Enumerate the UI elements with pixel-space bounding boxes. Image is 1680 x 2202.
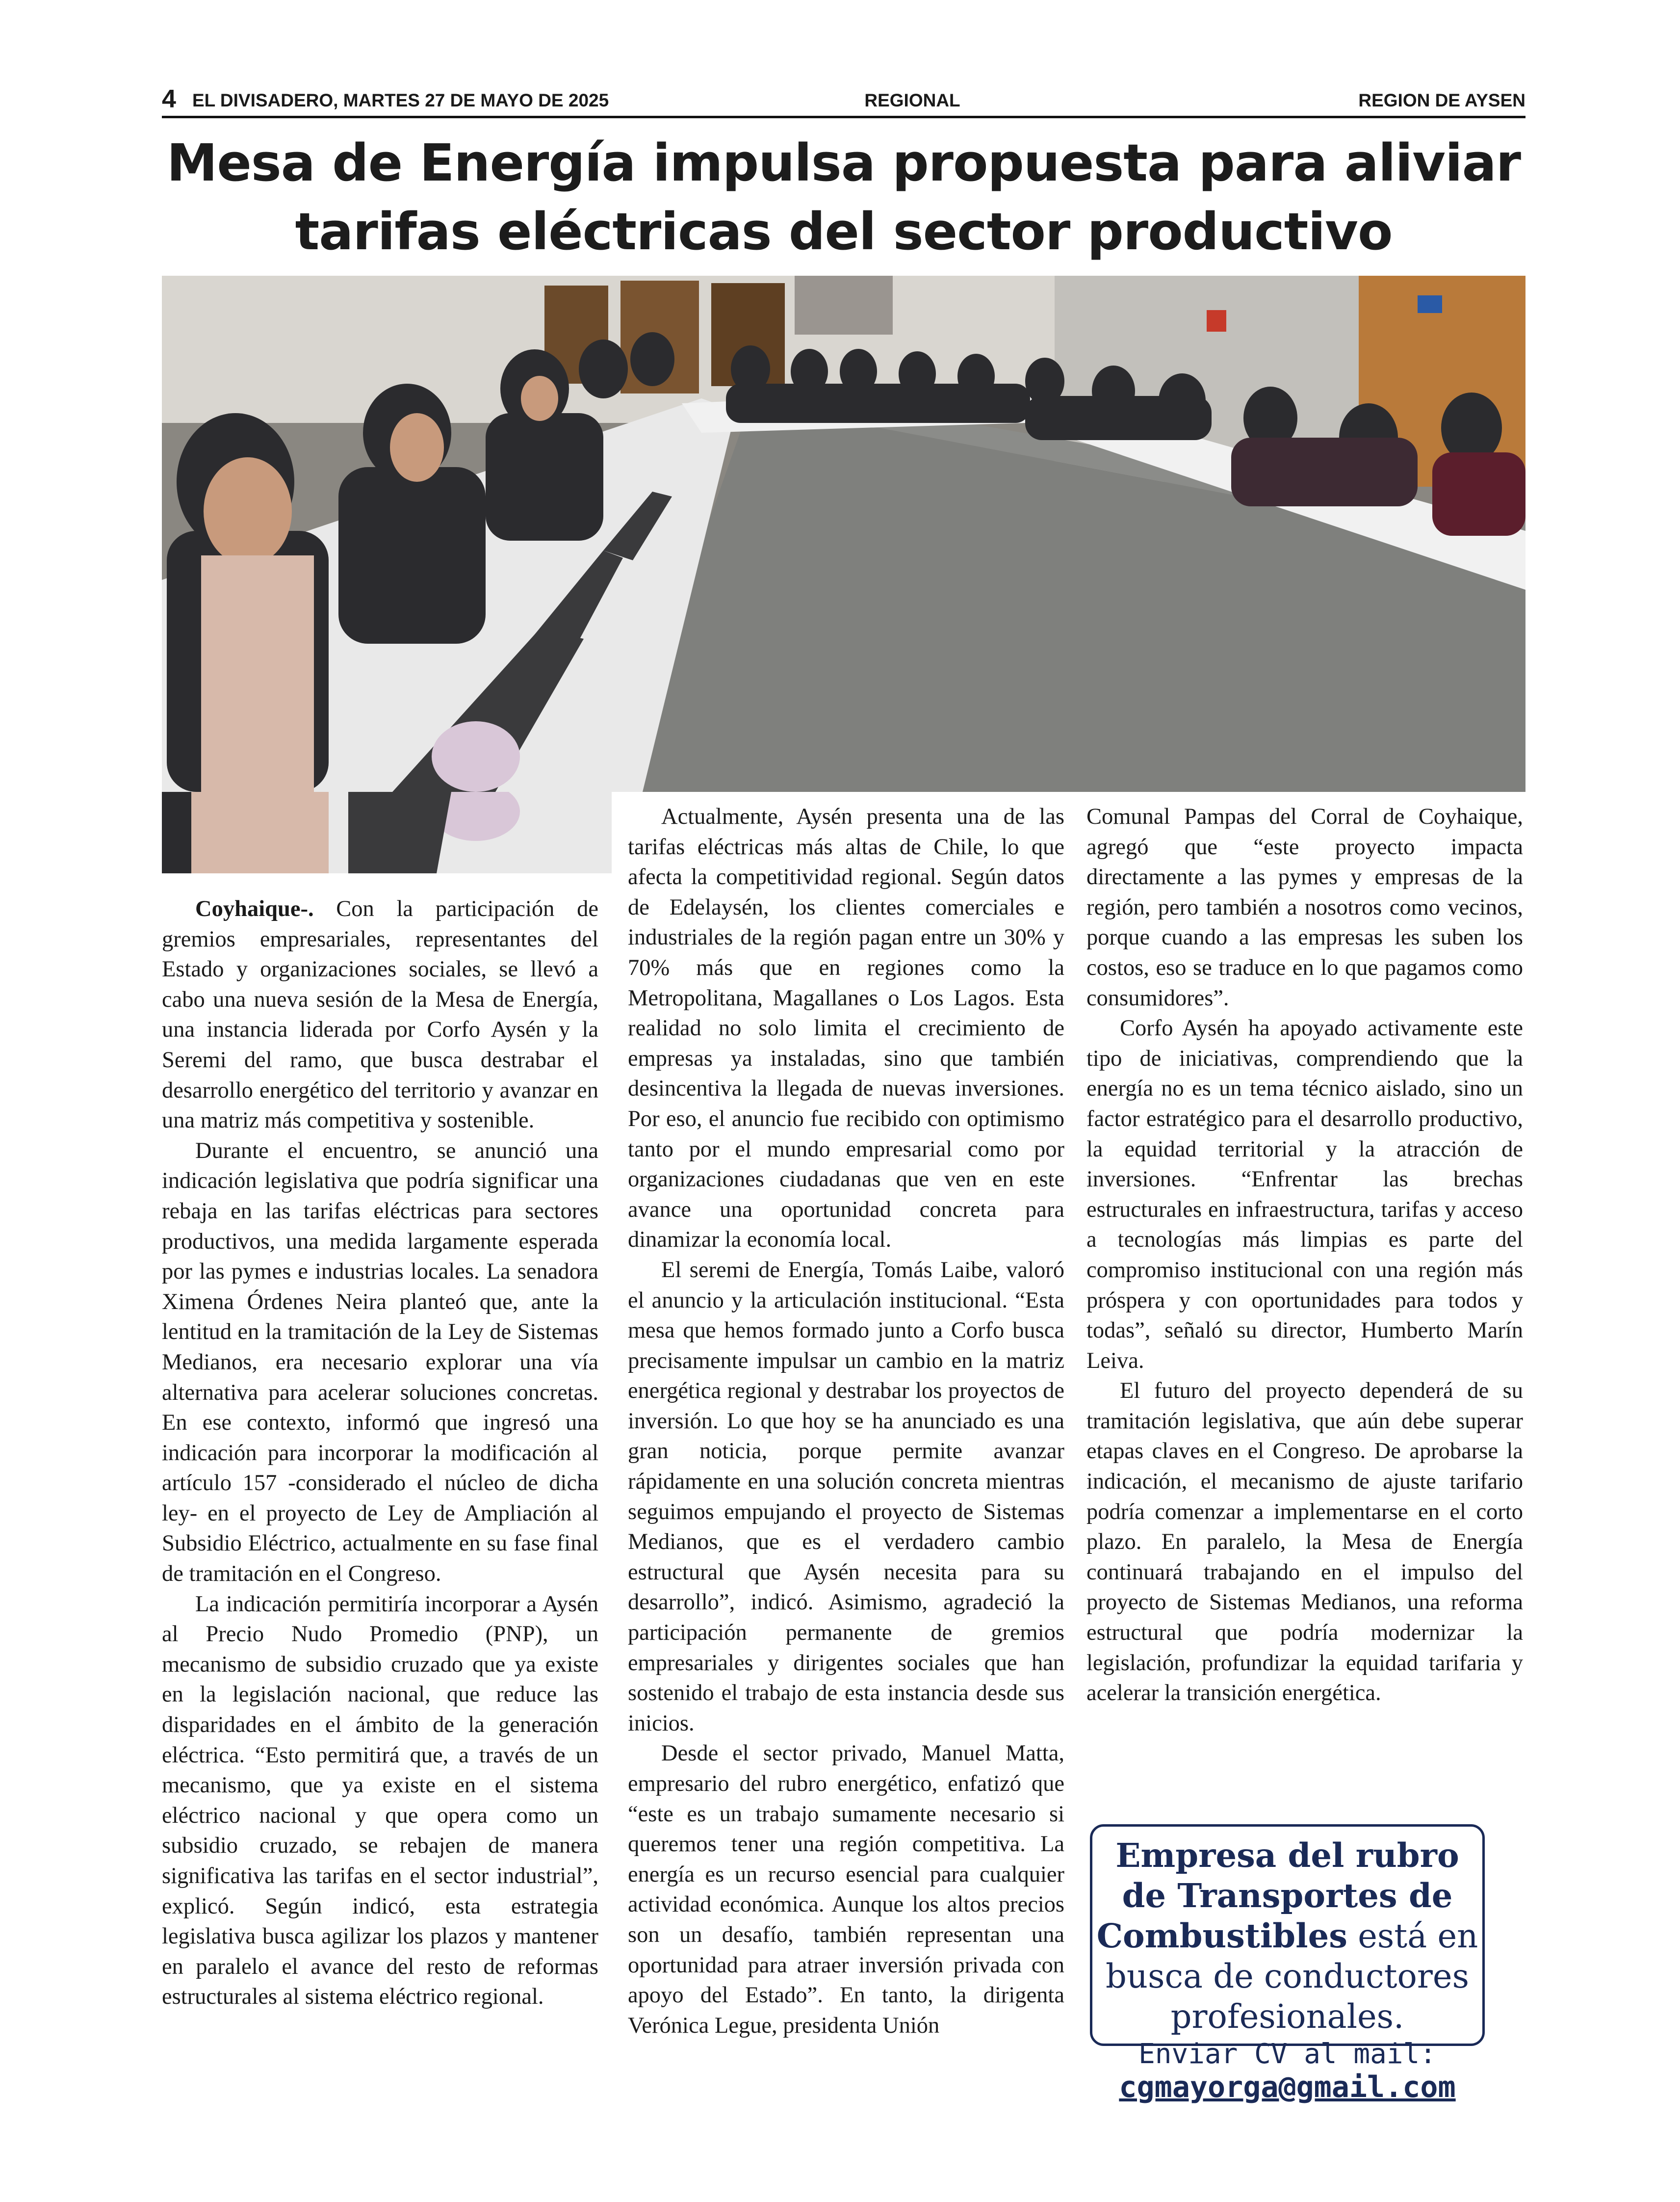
article-column-2 (628, 802, 1064, 2041)
article-paragraph: El seremi de Energía, Tomás Laibe, valoró el anuncio y la articulación institucional. “Esta mesa que hemos formado junto a Corfo busca precisamente impulsar un cambio en la matriz energética regional y destrabar los proyectos de inversión. Lo que hoy se ha anunciado es una gran noticia, porque permite avanzar rápidamente en una solución concreta mientras seguimos empujando el proyecto de Sistemas Medianos, que es el verdadero cambio estructural que Aysén necesita para su desarrollo”, indicó. Asimismo, agradeció la participación permanente de gremios empresariales y dirigentes sociales que han sostenido el trabajo de esta instancia desde sus inicios. (628, 1257, 1064, 1736)
article-paragraph: Corfo Aysén ha apoyado activamente este tipo de iniciativas, comprendiendo que la energía no es un tema técnico aislado, sino un factor estratégico para el desarrollo productivo, la equidad territorial y la atracción de inversiones. “Enfrentar las brechas estructurales en infraestructura, tarifas y acceso a tecnologías más limpias es parte del compromiso institucional con una región más próspera y con oportunidades para todos y todas”, señaló su director, Humberto Marín Leiva. (1086, 1016, 1523, 1373)
page-header (162, 87, 1525, 118)
region-label: REGION DE AYSEN (1358, 90, 1525, 110)
ad-line-1: Empresa del rubro (1115, 1836, 1459, 1875)
ad-line-5: profesionales. (1170, 1997, 1404, 2036)
article-paragraph: Desde el sector privado, Manuel Matta, empresario del rubro energético, enfatizó que “este es un trabajo sumamente necesario si queremos tener una región competitiva. La energía es un recurso esencial para cualquier actividad económica. Aunque los altos precios son un desafío, también representan una oportunidad para atraer inversión privada con apoyo del Estado”. En tanto, la dirigenta Verónica Legue, presidenta Unión (628, 1741, 1064, 2038)
meeting-photo-corner (162, 792, 612, 873)
ad-email-link[interactable]: cgmayorga@gmail.com (1119, 2070, 1456, 2104)
job-ad-box (1090, 1824, 1485, 2104)
article-paragraph (162, 894, 598, 1136)
ad-line-3-bold: Combustibles (1096, 1916, 1347, 1955)
section-label: REGIONAL (864, 90, 960, 110)
article-paragraph: Comunal Pampas del Corral de Coyhaique, agregó que “este proyecto impacta directamente a las pymes y empresas de la región, pero también a nosotros como vecinos, porque cuando a las empresas les suben los costos, eso se traduce en lo que pagamos como consumidores”. (1086, 804, 1523, 1011)
article-headline (162, 129, 1525, 266)
headline-line-2: tarifas eléctricas del sector productivo (295, 202, 1393, 262)
ad-line-2: de Transportes de (1122, 1876, 1453, 1915)
page-number: 4 (162, 85, 176, 113)
meeting-photo-illustration (162, 276, 1525, 792)
dateline: Coyhaique-. (195, 896, 314, 921)
headline-line-1: Mesa de Energía impulsa propuesta para aliviar (166, 133, 1521, 193)
ad-line-4: busca de conductores (1106, 1957, 1469, 1995)
article-column-3 (1086, 802, 1523, 1708)
ad-line-3-rest: está en (1347, 1917, 1478, 1955)
article-column-1 (162, 894, 598, 2012)
paragraph-text: Con la participación de gremios empresariales, representantes del Estado y organizaciones sociales, se llevó a cabo una nueva sesión de la Mesa de Energía, una instancia liderada por Corfo Aysén y la Seremi del ramo, que busca destrabar el desarrollo energético del territorio y avanzar en una matriz más competitiva y sostenible. (162, 896, 598, 1133)
meeting-photo (162, 276, 1525, 792)
article-paragraph: La indicación permitiría incorporar a Aysén al Precio Nudo Promedio (PNP), un mecanismo de subsidio cruzado que ya existe en la legislación nacional, que reduce las disparidades en el ámbito de la generación eléctrica. “Esto permitirá que, a través de un mecanismo, que ya existe en el sistema eléctrico nacional y que opera como un subsidio cruzado, se rebajen de manera significativa las tarifas en el sector industrial”, explicó. Según indicó, esta estrategia legislativa busca agilizar los plazos y mantener en paralelo el avance del resto de reformas estructurales al sistema eléctrico regional. (162, 1591, 598, 2010)
article-paragraph: Durante el encuentro, se anunció una indicación legislativa que podría significar una rebaja en las tarifas eléctricas para sectores productivos, una medida largamente esperada por las pymes e industrias locales. La senadora Ximena Órdenes Neira planteó que, ante la lentitud en la tramitación de la Ley de Sistemas Medianos, era necesario explorar una vía alternativa para acelerar soluciones concretas. En ese contexto, informó que ingresó una indicación para incorporar la modificación al artículo 157 -considerado el núcleo de dicha ley- en el proyecto de Ley de Ampliación al Subsidio Eléctrico, actualmente en su fase final de tramitación en el Congreso. (162, 1138, 598, 1587)
ad-cv-label: Enviar CV al mail: (1138, 2038, 1436, 2070)
article-paragraph: El futuro del proyecto dependerá de su tramitación legislativa, que aún debe superar etapas claves en el Congreso. De aprobarse la indicación, el mecanismo de ajuste tarifario podría comenzar a implementarse en el corto plazo. En paralelo, la Mesa de Energía continuará trabajando en el impulso del proyecto de Sistemas Medianos, una reforma estructural que podría modernizar la legislación, profundizar la equidad tarifaria y acelerar la transición energética. (1086, 1378, 1523, 1706)
article-paragraph: Actualmente, Aysén presenta una de las tarifas eléctricas más altas de Chile, lo que afecta la competitividad regional. Según datos de Edelaysén, los clientes comerciales e industriales de la región pagan entre un 30% y 70% más que en regiones como la Metropolitana, Magallanes o Los Lagos. Esta realidad no solo limita el crecimiento de empresas ya instaladas, sino que también desincentiva la llegada de nuevas inversiones. Por eso, el anuncio fue recibido con optimismo tanto por el mundo empresarial como por organizaciones ciudadanas que ven en este avance una oportunidad concreta para dinamizar la economía local. (628, 804, 1064, 1253)
newspaper-date: EL DIVISADERO, MARTES 27 DE MAYO DE 2025 (192, 90, 609, 110)
meeting-photo-corner-illustration (162, 792, 612, 873)
job-ad-heading (1092, 1835, 1482, 2037)
